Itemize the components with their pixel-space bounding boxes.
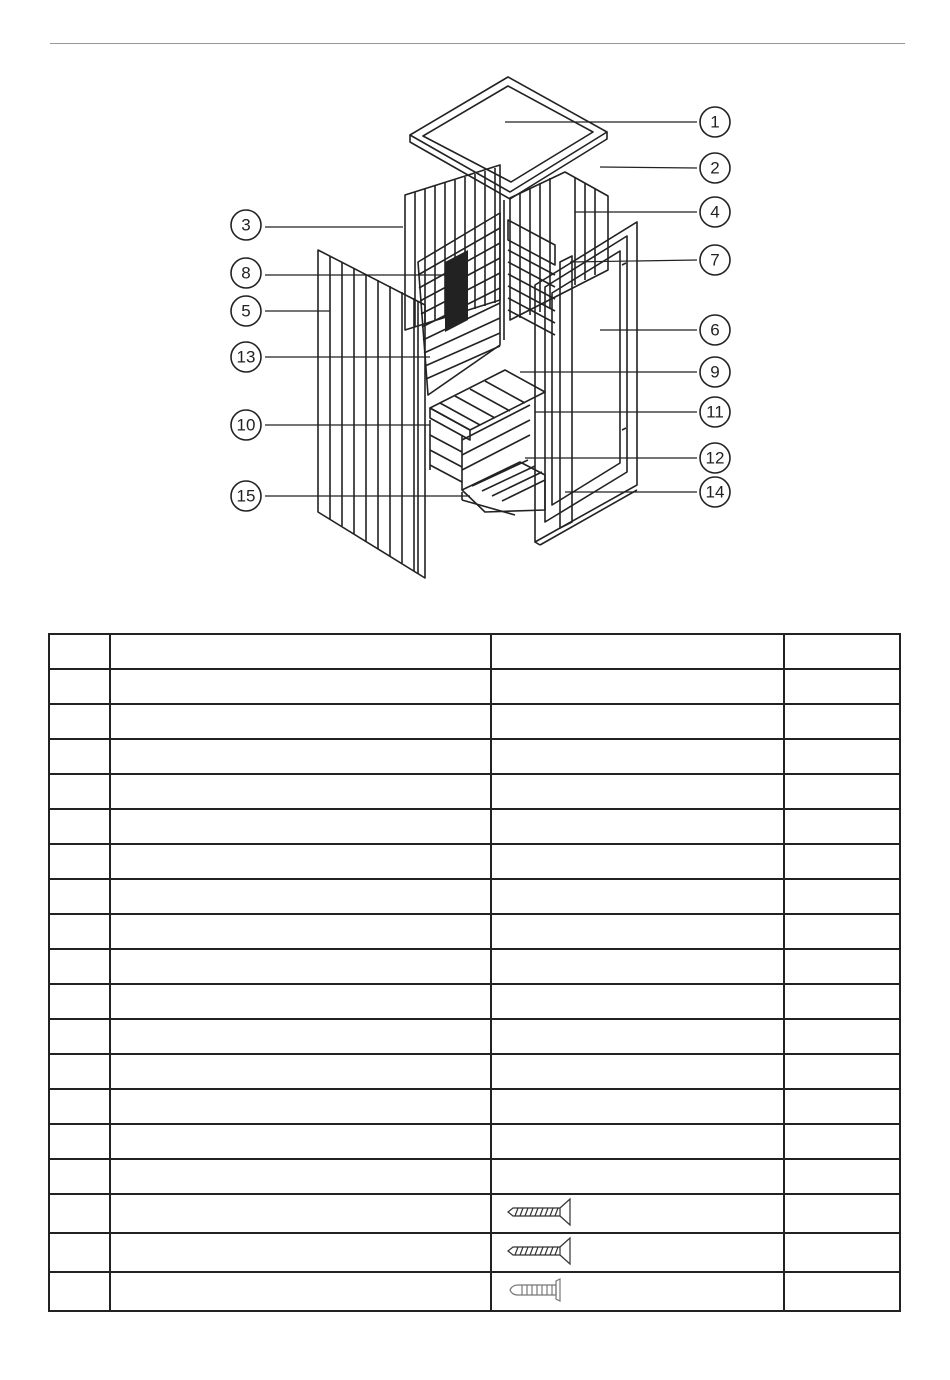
table-row <box>49 1159 900 1194</box>
callout-11: 11 <box>706 402 724 422</box>
table-row <box>49 704 900 739</box>
callout-3: 3 <box>241 215 251 235</box>
table-row <box>49 1272 900 1311</box>
table-row <box>49 669 900 704</box>
table-row <box>49 984 900 1019</box>
table-row <box>49 844 900 879</box>
table-row <box>49 1124 900 1159</box>
table-row <box>49 914 900 949</box>
parts-table <box>48 633 901 1312</box>
table-row <box>49 949 900 984</box>
callout-2: 2 <box>710 158 720 178</box>
back-right-wall <box>510 172 608 320</box>
callout-7: 7 <box>710 250 720 270</box>
callout-12: 12 <box>705 448 725 468</box>
callout-13: 13 <box>236 347 256 367</box>
table-row <box>49 809 900 844</box>
countersunk-screw-icon <box>498 1195 578 1229</box>
left-side-panel <box>318 250 425 578</box>
short-screw-icon <box>498 1273 578 1307</box>
callout-6: 6 <box>710 320 720 340</box>
table-row <box>49 774 900 809</box>
callout-4: 4 <box>710 202 720 222</box>
callout-9: 9 <box>710 362 720 382</box>
table-row <box>49 739 900 774</box>
table-row <box>49 1054 900 1089</box>
callout-1: 1 <box>710 112 720 132</box>
sauna-exploded-diagram <box>0 0 950 620</box>
roof-panel <box>410 77 607 199</box>
callout-5: 5 <box>241 301 251 321</box>
callout-15: 15 <box>236 486 256 506</box>
table-row <box>49 1019 900 1054</box>
table-row <box>49 1089 900 1124</box>
table-row <box>49 879 900 914</box>
countersunk-screw-icon <box>498 1234 578 1268</box>
callout-14: 14 <box>705 482 725 502</box>
callout-8: 8 <box>241 263 251 283</box>
floor <box>462 460 545 515</box>
bench <box>430 370 545 490</box>
table-row <box>49 1233 900 1272</box>
table-row <box>49 1194 900 1233</box>
table-header-row <box>49 634 900 669</box>
callout-10: 10 <box>236 415 256 435</box>
front-post <box>560 256 572 528</box>
